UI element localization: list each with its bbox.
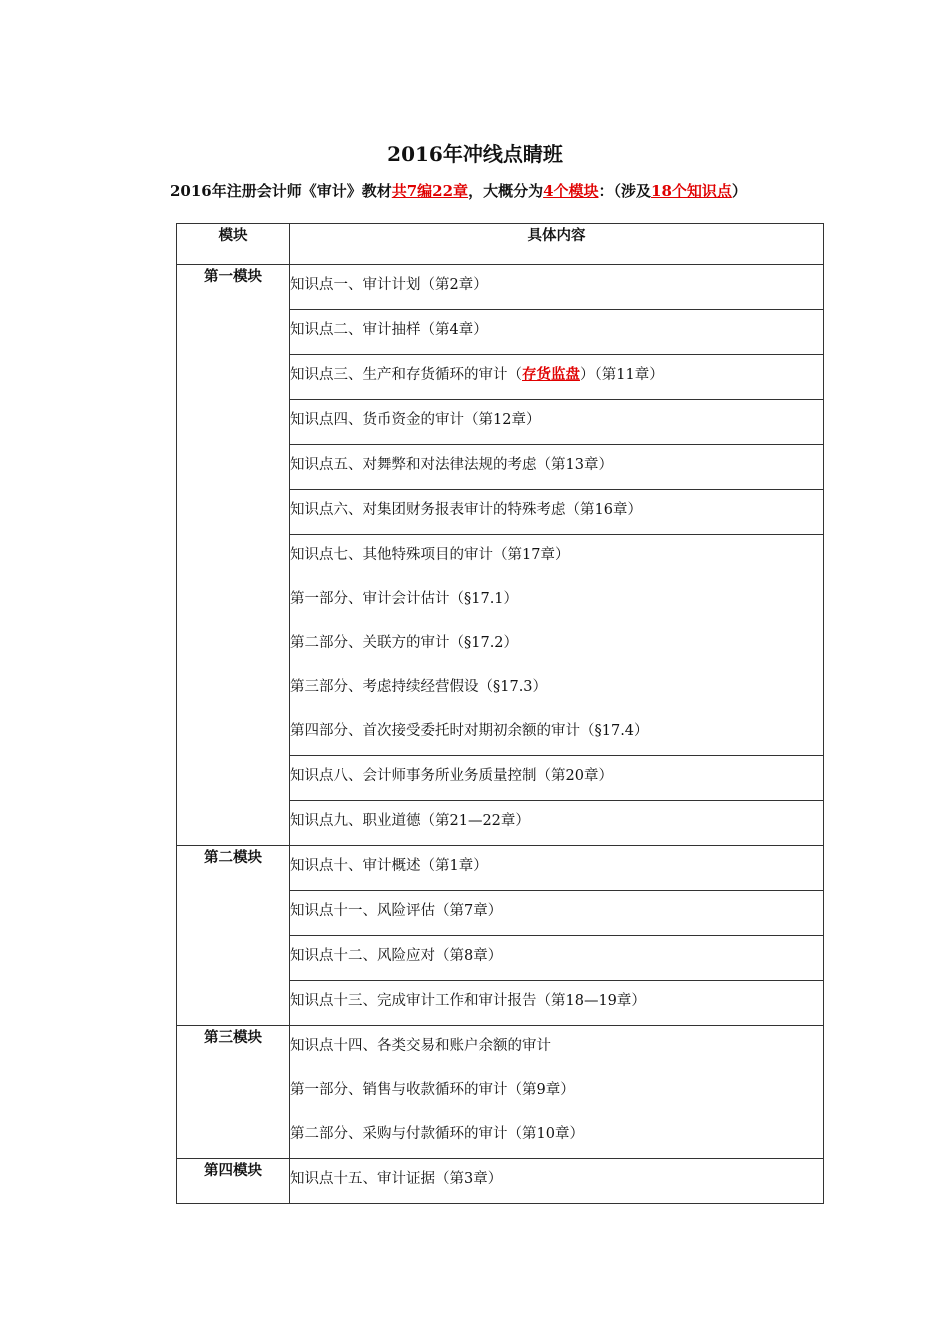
document-title: 2016年冲线点睛班 — [387, 142, 563, 166]
content-line: 知识点二、审计抽样（第4章） — [290, 322, 488, 338]
content-line: 知识点五、对舞弊和对法律法规的考虑（第13章） — [290, 457, 613, 473]
intro-highlight-chapters: 共7编22章 — [391, 182, 469, 200]
module-name: 第一模块 — [177, 265, 290, 846]
header-content: 具体内容 — [290, 224, 824, 265]
content-cell — [290, 400, 824, 445]
module-name: 第四模块 — [177, 1159, 290, 1204]
content-text: 知识点三、生产和存货循环的审计（ — [290, 367, 522, 383]
content-cell — [290, 310, 824, 355]
content-cell — [290, 1026, 824, 1159]
content-line: 知识点七、其他特殊项目的审计（第17章） — [290, 547, 570, 563]
content-cell — [290, 445, 824, 490]
content-cell — [290, 265, 824, 310]
intro-text: 2016年注册会计师《审计》教材 — [170, 182, 392, 200]
content-line: 第四部分、首次接受委托时对期初余额的审计（§17.4） — [290, 723, 649, 739]
content-cell — [290, 1159, 824, 1204]
header-module: 模块 — [177, 224, 290, 265]
intro-paragraph — [144, 178, 804, 204]
table-row — [177, 1026, 824, 1159]
content-cell — [290, 981, 824, 1026]
module-name: 第三模块 — [177, 1026, 290, 1159]
table-row — [177, 265, 824, 310]
content-cell — [290, 801, 824, 846]
table-header-row — [177, 224, 824, 265]
content-cell — [290, 846, 824, 891]
content-line: 第二部分、关联方的审计（§17.2） — [290, 635, 519, 651]
intro-text: ） — [731, 182, 747, 200]
content-line: 知识点四、货币资金的审计（第12章） — [290, 412, 541, 428]
content-line: 知识点十三、完成审计工作和审计报告（第18—19章） — [290, 993, 646, 1009]
content-cell — [290, 355, 824, 400]
content-cell — [290, 490, 824, 535]
table-row — [177, 846, 824, 891]
content-line: 知识点十、审计概述（第1章） — [290, 858, 488, 874]
content-line: 知识点九、职业道德（第21—22章） — [290, 813, 530, 829]
content-line: 知识点十一、风险评估（第7章） — [290, 903, 503, 919]
module-name: 第二模块 — [177, 846, 290, 1026]
intro-text: ，大概分为 — [468, 182, 544, 200]
content-line: 第三部分、考虑持续经营假设（§17.3） — [290, 679, 548, 695]
content-text: ）（第11章） — [580, 367, 664, 383]
content-line: 第一部分、销售与收款循环的审计（第9章） — [290, 1082, 575, 1098]
highlight-text: 存货监盘 — [522, 366, 580, 383]
content-line: 知识点一、审计计划（第2章） — [290, 277, 488, 293]
intro-text: ：（涉及 — [598, 182, 652, 200]
content-cell — [290, 936, 824, 981]
content-line: 知识点八、会计师事务所业务质量控制（第20章） — [290, 768, 613, 784]
content-line: 第一部分、审计会计估计（§17.1） — [290, 591, 519, 607]
content-line: 第二部分、采购与付款循环的审计（第10章） — [290, 1126, 584, 1142]
content-cell — [290, 891, 824, 936]
table-body — [177, 265, 824, 1204]
content-line: 知识点十四、各类交易和账户余额的审计 — [290, 1038, 551, 1054]
content-line: 知识点六、对集团财务报表审计的特殊考虑（第16章） — [290, 502, 642, 518]
module-table — [176, 223, 824, 1204]
content-line: 知识点十五、审计证据（第3章） — [290, 1171, 503, 1187]
content-line — [290, 355, 823, 399]
content-cell — [290, 756, 824, 801]
intro-highlight-points: 18个知识点 — [651, 182, 732, 200]
content-cell — [290, 535, 824, 756]
intro-highlight-modules: 4个模块 — [543, 182, 599, 200]
content-line: 知识点十二、风险应对（第8章） — [290, 948, 503, 964]
table-row — [177, 1159, 824, 1204]
